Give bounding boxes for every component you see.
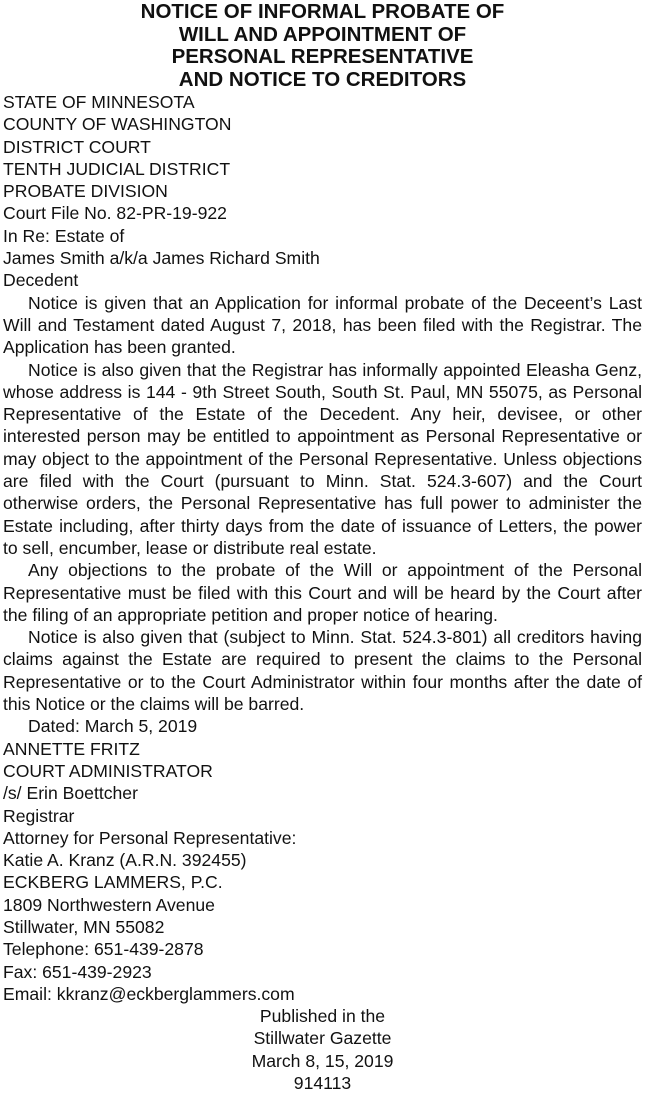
title-line: WILL AND APPOINTMENT OF (178, 22, 467, 46)
court-file-number: Court File No. 82-PR-19-922 (3, 203, 227, 224)
newspaper-name: Stillwater Gazette (253, 1028, 392, 1049)
attorney-block (3, 827, 642, 1005)
publication-info (3, 1005, 642, 1094)
body-paragraph: Any objections to the probate of the Will or appointment of the Personal Representative must be filed with this Court and will be heard by the Court after the filing of an appropriate petition and proper notice of hearing. (3, 560, 642, 625)
signature-block (3, 738, 642, 827)
in-re-line: In Re: Estate of (3, 225, 125, 246)
signer-role: Registrar (3, 805, 75, 826)
decedent-label: Decedent (3, 270, 79, 291)
district-line: TENTH JUDICIAL DISTRICT (3, 158, 231, 179)
city-address: Stillwater, MN 55082 (3, 916, 165, 937)
title-line: AND NOTICE TO CREDITORS (178, 67, 467, 91)
attorney-label: Attorney for Personal Representative: (3, 827, 297, 848)
body-paragraph: Notice is also given that the Registrar has informally appointed Eleasha Genz, whose address is 144 - 9th Street South, South St. Paul, MN 55075, as Personal Representative of the Estate of the Decedent. Any heir, devisee, or other interested person may be entitled to appointment as Personal Representative or may object to the appointment of the Personal Representative. Unless objections are filed with the Court (pursuant to Minn. Stat. 524.3-607) and the Court otherwise orders, the Personal Representative has full power to administer the Estate including, after thirty days from the date of issuance of Letters, the power to sell, encumber, lease or distribute real estate. (3, 359, 642, 558)
telephone: Telephone: 651-439-2878 (3, 939, 204, 960)
case-header (3, 91, 642, 292)
notice-body (3, 292, 642, 716)
division-line: PROBATE DIVISION (3, 181, 168, 202)
signature: /s/ Erin Boettcher (3, 783, 138, 804)
body-paragraph: Notice is given that an Application for informal probate of the Deceent’s Last Will and Testament dated August 7, 2018, has been filed with the Registrar. The Application has been granted. (3, 292, 642, 358)
law-firm: ECKBERG LAMMERS, P.C. (3, 872, 223, 893)
fax: Fax: 651-439-2923 (3, 961, 152, 982)
state-line: STATE OF MINNESOTA (3, 92, 195, 112)
dated-line: Dated: March 5, 2019 (28, 716, 198, 737)
attorney-name: Katie A. Kranz (A.R.N. 392455) (3, 850, 247, 871)
published-in: Published in the (259, 1006, 386, 1027)
title-line: NOTICE OF INFORMAL PROBATE OF (140, 0, 505, 23)
decedent-name: James Smith a/k/a James Richard Smith (3, 248, 320, 269)
signer-title: COURT ADMINISTRATOR (3, 760, 213, 781)
notice-number: 914113 (293, 1073, 352, 1094)
publication-dates: March 8, 15, 2019 (251, 1050, 394, 1071)
court-line: DISTRICT COURT (3, 136, 151, 157)
county-line: COUNTY OF WASHINGTON (3, 114, 232, 135)
title-line: PERSONAL REPRESENTATIVE (171, 45, 474, 68)
street-address: 1809 Northwestern Avenue (3, 894, 215, 915)
email: Email: kkranz@eckberglammers.com (3, 983, 295, 1004)
body-paragraph: Notice is also given that (subject to Minn. Stat. 524.3-801) all creditors having claims against the Estate are required to present the claims to the Personal Representative or to the Court Administrator within four months after the date of this Notice or the claims will be barred. (3, 627, 642, 715)
signer-name: ANNETTE FRITZ (3, 738, 140, 759)
notice-title (3, 0, 642, 91)
